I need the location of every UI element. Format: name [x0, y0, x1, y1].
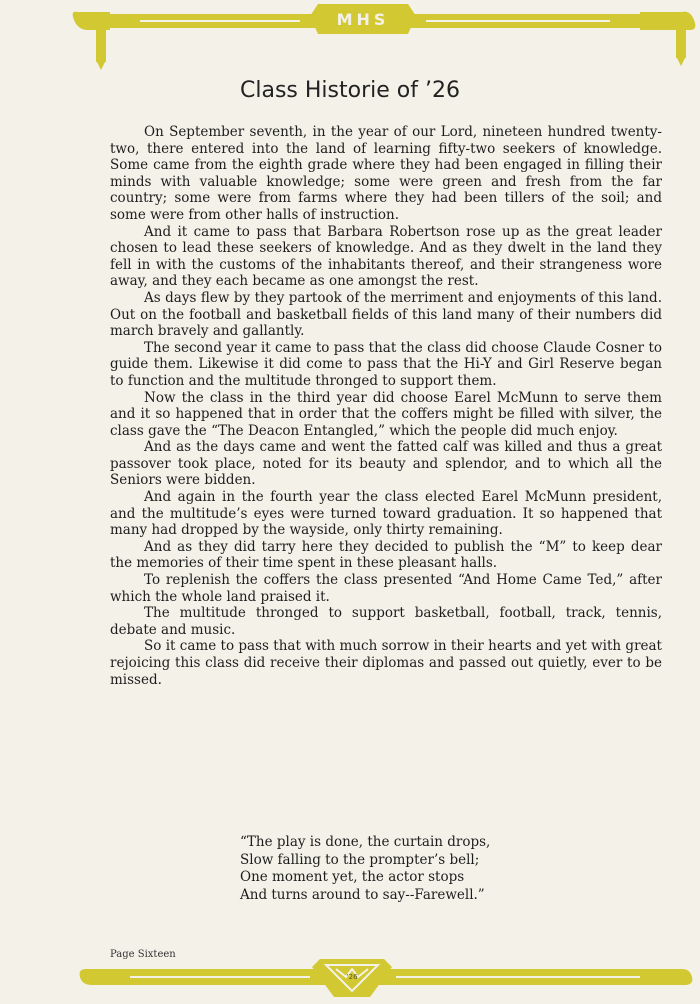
poem-line: “The play is done, the curtain drops, — [240, 834, 491, 850]
paragraph: As days flew by they partook of the merriment and enjoyments of this land. Out on the football and basketball fields of this land many of their numbers did march bravely and gallantly. — [110, 289, 662, 340]
bottom-banner-ornament — [0, 955, 700, 1000]
poem-line: One moment yet, the actor stops — [240, 869, 465, 885]
bottom-banner — [0, 955, 700, 1000]
paragraph: And as the days came and went the fatted calf was killed and thus a great passover took place, noted for its beauty and splendor, and to which all the Seniors were bidden. — [110, 439, 662, 489]
paragraph: To replenish the coffers the class presented “And Home Came Ted,” after which the whole land praised it. — [110, 572, 662, 605]
top-banner — [0, 0, 700, 70]
paragraph: Now the class in the third year did choose Earel McMunn to serve them and it so happened that in order that the coffers might be filled with silver, the class gave the “The Deacon Entangled,” which the people did much enjoy. — [110, 389, 662, 439]
poem-line: Slow falling to the prompter’s bell; — [240, 851, 480, 868]
banner-label: MHS — [336, 10, 390, 29]
paragraph: And it came to pass that Barbara Robertson rose up as the great leader chosen to lead these seekers of knowledge. And as they dwelt in the land they fell in with the customs of the inhabitants thereof, and their strangeness wore away, and they each became as one amongst the rest. — [110, 223, 662, 290]
paragraph: The second year it came to pass that the class did choose Claude Cosner to guide them. Likewise it did come to pass that the Hi-Y and Girl Reserve began to function and the multitude thronged to support them. — [110, 339, 662, 389]
paragraph: And again in the fourth year the class elected Earel McMunn president, and the multitude’s eyes were turned toward graduation. It so happened that many had dropped by the wayside, only thirty remaining. — [110, 489, 662, 539]
paragraph: So it came to pass that with much sorrow in their hearts and yet with great rejoicing this class did receive their diplomas and passed out quietly, ever to be missed. — [110, 638, 662, 688]
closing-poem — [240, 834, 660, 904]
emblem-year: ’26 — [346, 973, 358, 981]
article-body — [110, 124, 662, 688]
poem-line: And turns around to say--Farewell.” — [240, 886, 485, 903]
page-title: Class Historie of ’26 — [240, 78, 460, 103]
paragraph: And as they did tarry here they decided to publish the “M” to keep dear the memories of their time spent in these pleasant halls. — [110, 538, 662, 572]
page-number: Page Sixteen — [110, 949, 176, 960]
paragraph: On September seventh, in the year of our Lord, nineteen hundred twenty-two, there entered into the land of learning fifty-two seekers of knowledge. Some came from the eighth grade where they had been engaged in filling their minds with valuable knowledge; some were green and fresh from the far country; some were from farms where they had been tillers of the soil; and some were from other halls of instruction. — [110, 124, 662, 223]
paragraph: The multitude thronged to support basketball, football, track, tennis, debate and music. — [110, 605, 662, 638]
